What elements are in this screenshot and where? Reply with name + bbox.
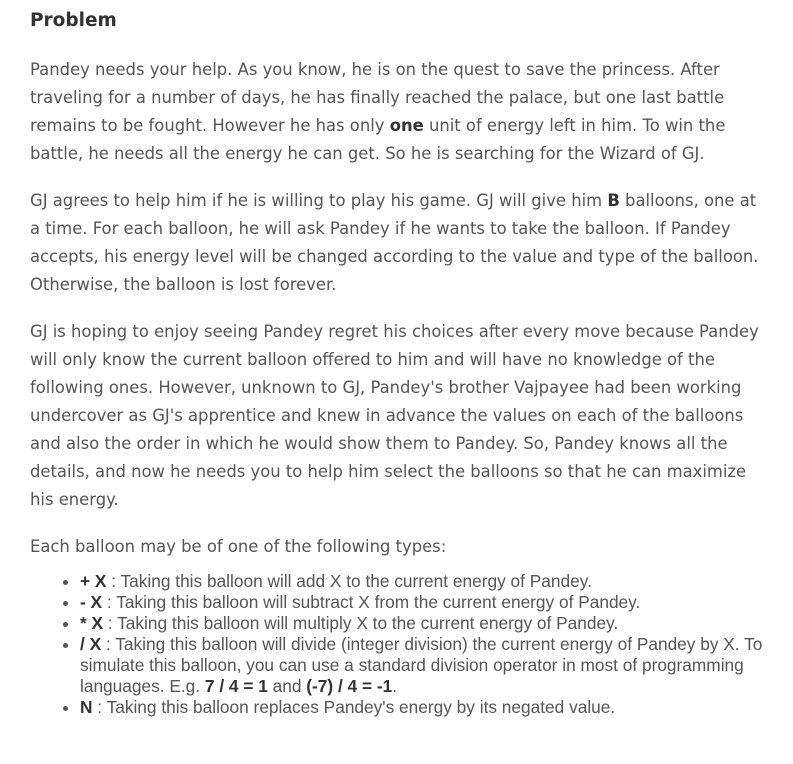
type-desc: : Taking this balloon replaces Pandey's energy by its negated value. xyxy=(92,697,616,717)
text: GJ agrees to help him if he is willing to play his game. GJ will give him xyxy=(30,191,608,210)
type-desc: : Taking this balloon will multiply X to the current energy of Pandey. xyxy=(103,613,619,633)
example-2: (-7) / 4 = -1 xyxy=(306,676,393,696)
type-code: * X xyxy=(80,613,104,633)
paragraph-intro xyxy=(30,56,770,168)
example-1: 7 / 4 = 1 xyxy=(204,676,268,696)
problem-body xyxy=(30,56,770,718)
paragraph-secret: GJ is hoping to enjoy seeing Pandey regret his choices after every move because Pandey will only know the current balloon offered to him and will have no knowledge of the following ones. However, unknown to GJ, Pandey's brother Vajpayee had been working undercover as GJ's apprentice and knew in advance the values on each of the balloons and also the order in which he would show them to Pandey. So, Pandey knows all the details, and now he needs you to help him select the balloons so that he can maximize his energy. xyxy=(30,322,759,509)
text: balloons, one at a time. For each balloon, he will ask Pandey if he wants to take the balloon. If Pandey accepts, his energy level will be changed according to the value and type of the balloon. Otherwise, the balloon is lost forever. xyxy=(30,191,759,294)
list-item xyxy=(80,571,770,592)
text: . xyxy=(392,676,398,696)
text: unit of energy left in him. To win the battle, he needs all the energy he can get. So he is searching for the Wizard of GJ. xyxy=(30,116,726,163)
problem-heading: Problem xyxy=(30,10,117,31)
type-code: - X xyxy=(80,592,103,612)
type-desc: : Taking this balloon will subtract X from the current energy of Pandey. xyxy=(102,592,641,612)
type-code: / X xyxy=(80,634,102,654)
bold-text: B xyxy=(607,191,620,210)
list-item xyxy=(80,592,770,613)
type-desc: : Taking this balloon will add X to the current energy of Pandey. xyxy=(106,571,592,591)
type-code: + X xyxy=(80,571,107,591)
list-item xyxy=(80,634,770,697)
paragraph-game xyxy=(30,187,770,299)
paragraph-types-intro: Each balloon may be of one of the following types: xyxy=(30,537,447,556)
list-item xyxy=(80,613,770,634)
bold-text: one xyxy=(389,116,424,135)
list-item xyxy=(80,697,770,718)
text: Pandey needs your help. As you know, he is on the quest to save the princess. After traveling for a number of days, he has finally reached the palace, but one last battle remains to be fought. However he has only xyxy=(30,60,725,135)
text: and xyxy=(267,676,307,696)
type-code: N xyxy=(80,697,93,717)
balloon-types-list xyxy=(30,571,770,718)
type-desc: : Taking this balloon will divide (integer division) the current energy of Pandey by X. To simulate this balloon, you can use a standard division operator in most of programming languages. E.g. xyxy=(80,634,763,696)
